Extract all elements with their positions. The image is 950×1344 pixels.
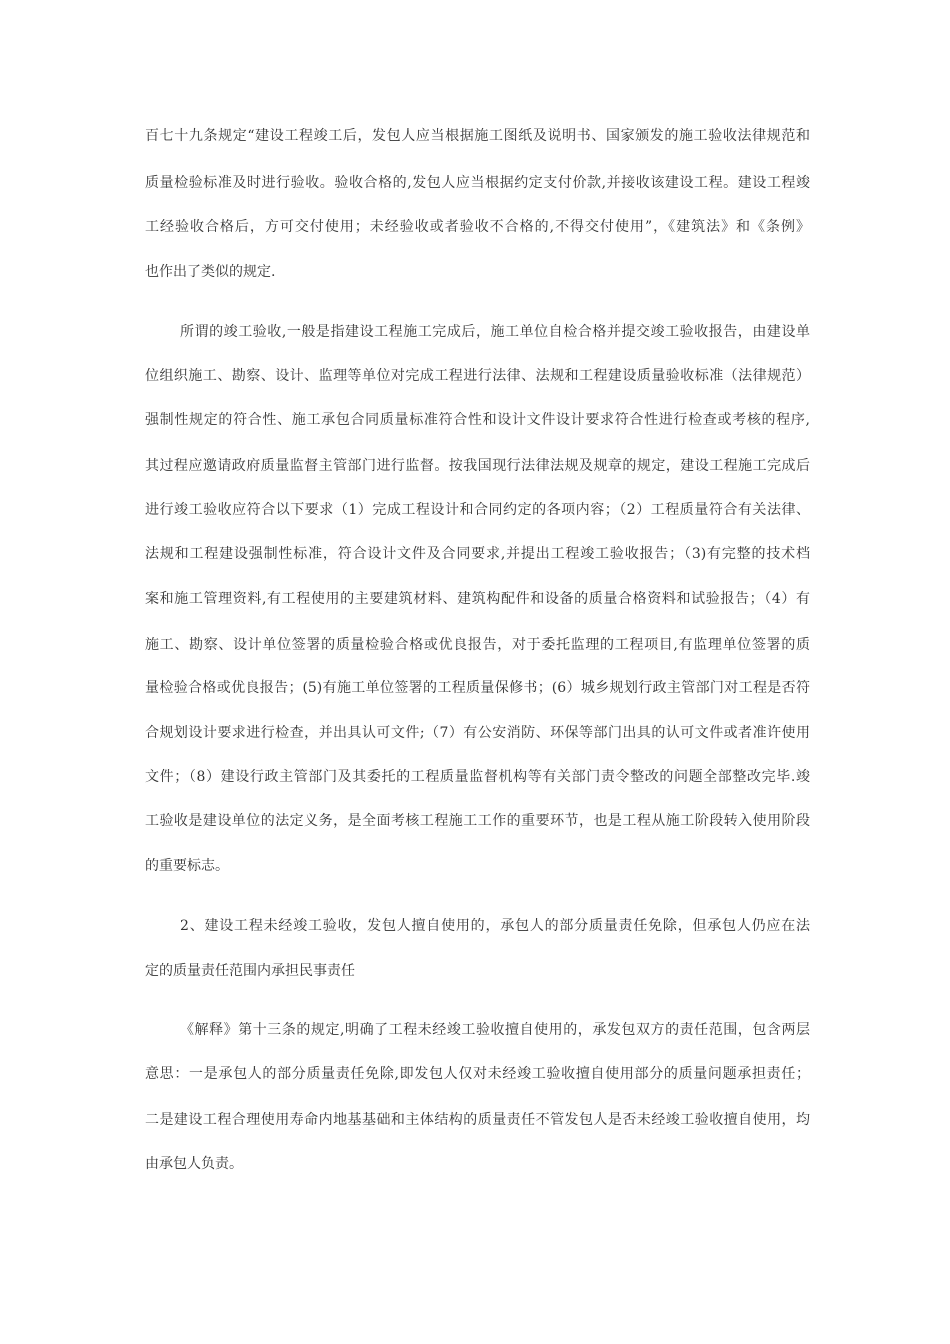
paragraph-4-line-4: 由承包人负责。 [145, 1156, 243, 1172]
paragraph-4-line-3: 二是建设工程合理使用寿命内地基基础和主体结构的质量责任不管发包人是否未经竣工验收擅自使用，均 [145, 1112, 810, 1128]
paragraph-2-line-4: 其过程应邀请政府质量监督主管部门进行监督。按我国现行法律法规及规章的规定，建设工程施工完成后 [145, 458, 810, 474]
paragraph-2-line-12: 工验收是建设单位的法定义务，是全面考核工程施工工作的重要环节，也是工程从施工阶段转入使用阶段 [145, 813, 810, 829]
paragraph-4-line-2: 意思：一是承包人的部分质量责任免除,即发包人仅对未经竣工验收擅自使用部分的质量问题承担责任； [145, 1066, 810, 1082]
paragraph-1-line-2: 质量检验标准及时进行验收。验收合格的,发包人应当根据约定支付价款,并接收该建设工程。建设工程竣 [145, 175, 810, 191]
paragraph-1-line-1: 百七十九条规定“建设工程竣工后，发包人应当根据施工图纸及说明书、国家颁发的施工验收法律规范和 [145, 128, 810, 144]
paragraph-1-line-3: 工经验收合格后，方可交付使用；未经验收或者验收不合格的,不得交付使用”，《建筑法》和《条例》 [145, 219, 810, 235]
paragraph-2-line-9: 量检验合格或优良报告；(5)有施工单位签署的工程质量保修书；(6）城乡规划行政主管部门对工程是否符 [145, 680, 810, 696]
paragraph-2-line-7: 案和施工管理资料,有工程使用的主要建筑材料、建筑构配件和设备的质量合格资料和试验报告；（4）有 [145, 591, 810, 607]
paragraph-1-line-4: 也作出了类似的规定. [145, 264, 276, 280]
paragraph-3-line-2: 定的质量责任范围内承担民事责任 [145, 963, 355, 979]
paragraph-2-line-6: 法规和工程建设强制性标准，符合设计文件及合同要求,并提出工程竣工验收报告；（3)有完整的技术档 [145, 546, 810, 562]
paragraph-3-line-1: 2、建设工程未经竣工验收，发包人擅自使用的，承包人的部分质量责任免除，但承包人仍应在法 [180, 918, 810, 934]
paragraph-2-line-3: 强制性规定的符合性、施工承包合同质量标准符合性和设计文件设计要求符合性进行检查或考核的程序, [145, 412, 810, 428]
paragraph-2-line-11: 文件；（8）建设行政主管部门及其委托的工程质量监督机构等有关部门责令整改的问题全部整改完毕.竣 [145, 769, 810, 785]
paragraph-2-line-10: 合规划设计要求进行检查，并出具认可文件;（7）有公安消防、环保等部门出具的认可文件或者准许使用 [145, 725, 810, 741]
paragraph-2-line-5: 进行竣工验收应符合以下要求（1）完成工程设计和合同约定的各项内容；（2）工程质量符合有关法律、 [145, 502, 810, 518]
paragraph-2-line-2: 位组织施工、勘察、设计、监理等单位对完成工程进行法律、法规和工程建设质量验收标准（法律规范） [145, 368, 810, 384]
paragraph-2-line-13: 的重要标志。 [145, 858, 229, 874]
paragraph-4-line-1: 《解释》第十三条的规定,明确了工程未经竣工验收擅自使用的，承发包双方的责任范围，包含两层 [180, 1022, 810, 1038]
paragraph-2-line-1: 所谓的竣工验收,一般是指建设工程施工完成后，施工单位自检合格并提交竣工验收报告，由建设单 [180, 324, 810, 340]
paragraph-2-line-8: 施工、勘察、设计单位签署的质量检验合格或优良报告，对于委托监理的工程项目,有监理单位签署的质 [145, 637, 810, 653]
